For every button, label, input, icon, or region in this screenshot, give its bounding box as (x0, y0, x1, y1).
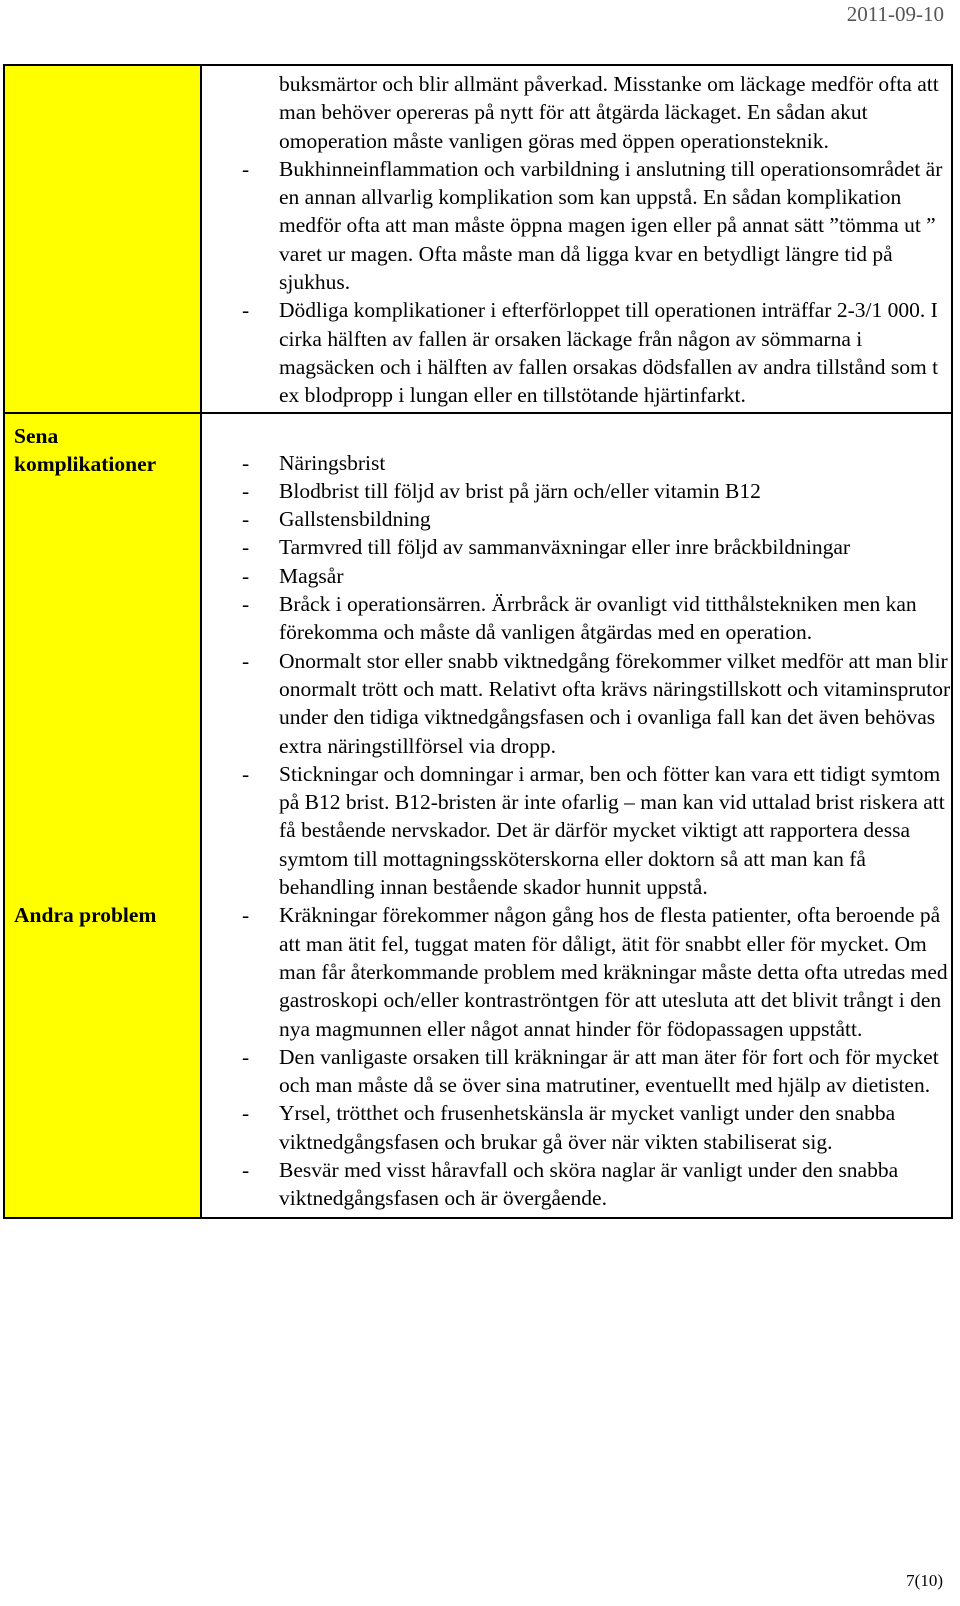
list-item (202, 760, 951, 901)
list-item (202, 1156, 951, 1213)
row-label-line: komplikationer (14, 451, 157, 476)
complications-table (3, 64, 953, 1219)
row-label: Andra problem (14, 903, 157, 928)
list-item-text: Stickningar och domningar i armar, ben och fötter kan vara ett tidigt symtom på B12 brist. B12-bristen är inte ofarlig – man kan vid uttalad brist riskera att få bestående nervskador. Det är därför mycket viktigt att rapportera dessa symtom till mottagningssköterskorna eller doktorn så att man kan få behandling innan bestående skador hunnit uppstå. (279, 761, 945, 900)
list-item-text: Dödliga komplikationer i efterförloppet till operationen inträffar 2-3/1 000. I cirka hälften av fallen är orsaken läckage från någon av sömmarna i magsäcken och i hälften av fallen orsakas dödsfallen av andra tillstånd som t ex blodpropp i lungan eller en tillstötande hjärtinfarkt. (279, 298, 939, 408)
list-item-text: Yrsel, trötthet och frusenhetskänsla är mycket vanligt under den snabba viktnedgångsfasen och brukar gå över när vikten stabiliserat sig. (279, 1101, 896, 1154)
bullet-dash: - (242, 592, 250, 617)
bullet-dash: - (242, 507, 250, 532)
continuation-paragraph: buksmärtor och blir allmänt påverkad. Misstanke om läckage medför ofta att man behöver opereras på nytt för att åtgärda läckaget. En sådan akut omoperation måste vanligen göras med öppen operationsteknik. (279, 72, 939, 153)
bullet-dash: - (242, 535, 250, 560)
bullet-dash: - (242, 648, 250, 673)
list-item (202, 1099, 951, 1156)
table-row-early-complications (4, 65, 952, 413)
list-item (202, 296, 943, 409)
row-content-cell (201, 413, 952, 902)
list-item (202, 505, 951, 533)
list-item (202, 449, 951, 477)
bullet-dash: - (242, 478, 250, 503)
bullet-list (202, 155, 943, 410)
row-label-cell (4, 413, 201, 902)
document-date: 2011-09-10 (846, 2, 944, 26)
bullet-dash: - (242, 1044, 250, 1069)
page-number: 7(10) (906, 1571, 943, 1590)
row-label-cell (4, 901, 201, 1217)
list-item (202, 562, 951, 590)
bullet-list (202, 901, 951, 1212)
list-item-text: Besvär med visst håravfall och sköra naglar är vanligt under den snabba viktnedgångsfasen och är övergående. (279, 1157, 899, 1211)
row-label (5, 414, 200, 478)
list-item (202, 647, 951, 760)
bullet-dash: - (242, 298, 250, 323)
list-item-text: Blodbrist till följd av brist på järn och/eller vitamin B12 (279, 478, 761, 503)
bullet-dash: - (242, 903, 250, 928)
list-item-text: Näringsbrist (279, 450, 386, 475)
bullet-dash: - (242, 761, 250, 786)
bullet-dash: - (242, 563, 250, 588)
bullet-dash: - (242, 1101, 250, 1126)
table-row-late-complications (4, 413, 952, 902)
row-content-cell (201, 901, 952, 1217)
bullet-list (202, 449, 951, 902)
list-item (202, 477, 951, 505)
row-label-cell (4, 65, 201, 413)
list-item-text: Kräkningar förekommer någon gång hos de flesta patienter, ofta beroende på att man ätit fel, tuggat maten för dåligt, ätit för snabbt eller för mycket. Om man får återkommande problem med kräkningar måste detta ofta utredas med gastroskopi och/eller kontraströntgen för att utesluta att det blivit trångt i den nya magmunnen eller något annat hinder för födopassagen uppstått. (279, 903, 948, 1041)
list-item-text: Tarmvred till följd av sammanväxningar eller inre bråckbildningar (279, 535, 851, 560)
bullet-dash: - (242, 156, 250, 181)
list-item-text: Gallstensbildning (279, 507, 431, 532)
list-item (202, 155, 943, 296)
list-item-text: Magsår (279, 563, 344, 588)
table-row-other-problems (4, 901, 952, 1217)
list-item (202, 533, 951, 561)
list-item-text: Den vanligaste orsaken till kräkningar är att man äter för fort och för mycket och man måste då se över sina matrutiner, eventuellt med hjälp av dietisten. (279, 1044, 939, 1098)
list-item-text: Bråck i operationsärren. Ärrbråck är ovanligt vid titthålstekniken men kan förekomma och måste då vanligen åtgärdas med en operation. (279, 592, 917, 645)
list-item (202, 590, 951, 647)
list-item (202, 901, 951, 1042)
bullet-dash: - (242, 1157, 250, 1182)
list-item-text: Onormalt stor eller snabb viktnedgång förekommer vilket medför att man blir onormalt trött och matt. Relativt ofta krävs näringstillskott och vitaminsprutor under den tidiga viktnedgångsfasen och i ovanliga fall kan det även behövas extra näringstillförsel via dropp. (279, 648, 951, 758)
row-label-line: Sena (14, 423, 59, 448)
list-item (202, 1043, 951, 1100)
bullet-dash: - (242, 450, 250, 475)
list-item-text: Bukhinneinflammation och varbildning i anslutning till operationsområdet är en annan allvarlig komplikation som kan uppstå. En sådan komplikation medför ofta att man måste öppna magen igen eller på annat sätt ”tömma ut ” varet ur magen. Ofta måste man då ligga kvar en betydligt längre tid på sjukhus. (279, 156, 943, 295)
row-content-cell (201, 65, 952, 413)
